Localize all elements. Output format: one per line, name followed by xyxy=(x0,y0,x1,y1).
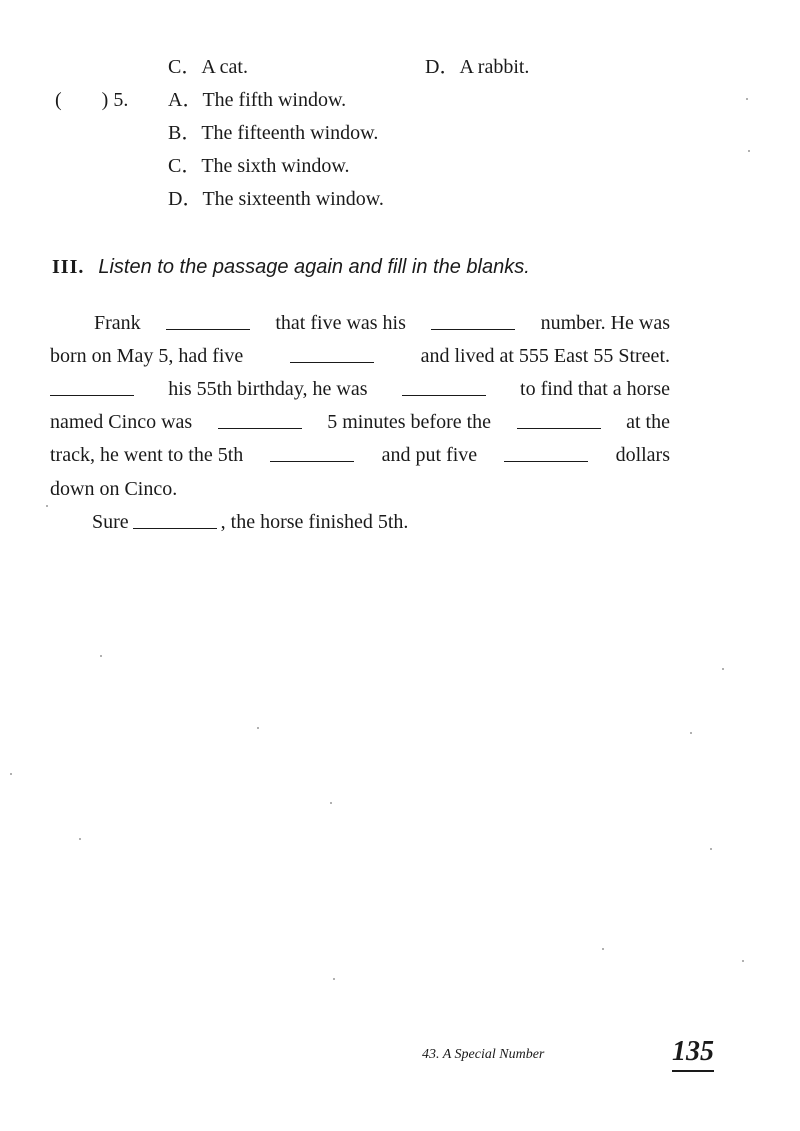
q4-option-c: C．A cat. xyxy=(168,56,248,78)
passage-line-5 xyxy=(50,443,670,467)
passage-line-6 xyxy=(50,477,670,501)
q5-option-c: C．The sixth window. xyxy=(168,155,350,177)
page-number: 135 xyxy=(672,1036,714,1072)
fill-blank-6[interactable] xyxy=(218,410,302,429)
scan-speck xyxy=(748,150,750,152)
passage-text: , the horse finished 5th. xyxy=(220,511,409,533)
fill-blank-7[interactable] xyxy=(517,410,601,429)
q5-option-b: B．The fifteenth window. xyxy=(168,122,379,144)
passage-text: number. He was xyxy=(540,312,670,334)
scan-speck xyxy=(602,948,604,950)
passage-text: born on May 5, had five xyxy=(50,345,244,367)
q4-option-d: D．A rabbit. xyxy=(425,56,530,78)
passage-text: named Cinco was xyxy=(50,411,193,433)
fill-blank-10[interactable] xyxy=(133,510,217,529)
scan-speck xyxy=(710,848,712,850)
fill-blank-8[interactable] xyxy=(270,443,354,462)
fill-blank-3[interactable] xyxy=(290,344,374,363)
scan-speck xyxy=(100,655,102,657)
scan-speck xyxy=(330,802,332,804)
scan-speck xyxy=(79,838,81,840)
fill-blank-4[interactable] xyxy=(50,377,134,396)
passage-text: to find that a horse xyxy=(520,378,670,400)
section-heading xyxy=(52,255,530,279)
scan-speck xyxy=(333,978,335,980)
passage-text: 5 minutes before the xyxy=(327,411,492,433)
scan-speck xyxy=(746,98,748,100)
q5-option-a: A．The fifth window. xyxy=(168,89,347,111)
scan-speck xyxy=(722,668,724,670)
passage-text: and put five xyxy=(381,444,478,466)
passage-line-7 xyxy=(50,510,670,534)
passage-line-1 xyxy=(50,311,670,335)
fill-blank-5[interactable] xyxy=(402,377,486,396)
passage-text: and lived at 555 East 55 Street. xyxy=(420,345,670,367)
section-numeral: III. xyxy=(52,256,85,278)
footer-chapter-title: 43. A Special Number xyxy=(422,1047,545,1062)
scan-speck xyxy=(690,732,692,734)
passage-text: track, he went to the 5th xyxy=(50,444,244,466)
scan-speck xyxy=(46,505,48,507)
passage-text: Frank xyxy=(94,312,141,334)
passage-line-2 xyxy=(50,344,670,368)
passage-text: at the xyxy=(626,411,670,433)
scan-speck xyxy=(10,773,12,775)
passage-line-3 xyxy=(50,377,670,401)
fill-blank-1[interactable] xyxy=(166,311,250,330)
q5-option-d: D．The sixteenth window. xyxy=(168,188,384,210)
fill-blank-9[interactable] xyxy=(504,443,588,462)
passage-text: his 55th birthday, he was xyxy=(168,378,368,400)
passage-text: down on Cinco. xyxy=(50,478,178,500)
passage-text: Sure xyxy=(92,511,129,533)
passage-text: that five was his xyxy=(275,312,406,334)
scan-speck xyxy=(742,960,744,962)
passage-line-4 xyxy=(50,410,670,434)
fill-blank-2[interactable] xyxy=(431,311,515,330)
section-instruction: Listen to the passage again and fill in the blanks. xyxy=(98,256,530,278)
scan-speck xyxy=(257,727,259,729)
q5-answer-bracket: ( ) 5. xyxy=(55,89,129,111)
passage-text: dollars xyxy=(615,444,670,466)
